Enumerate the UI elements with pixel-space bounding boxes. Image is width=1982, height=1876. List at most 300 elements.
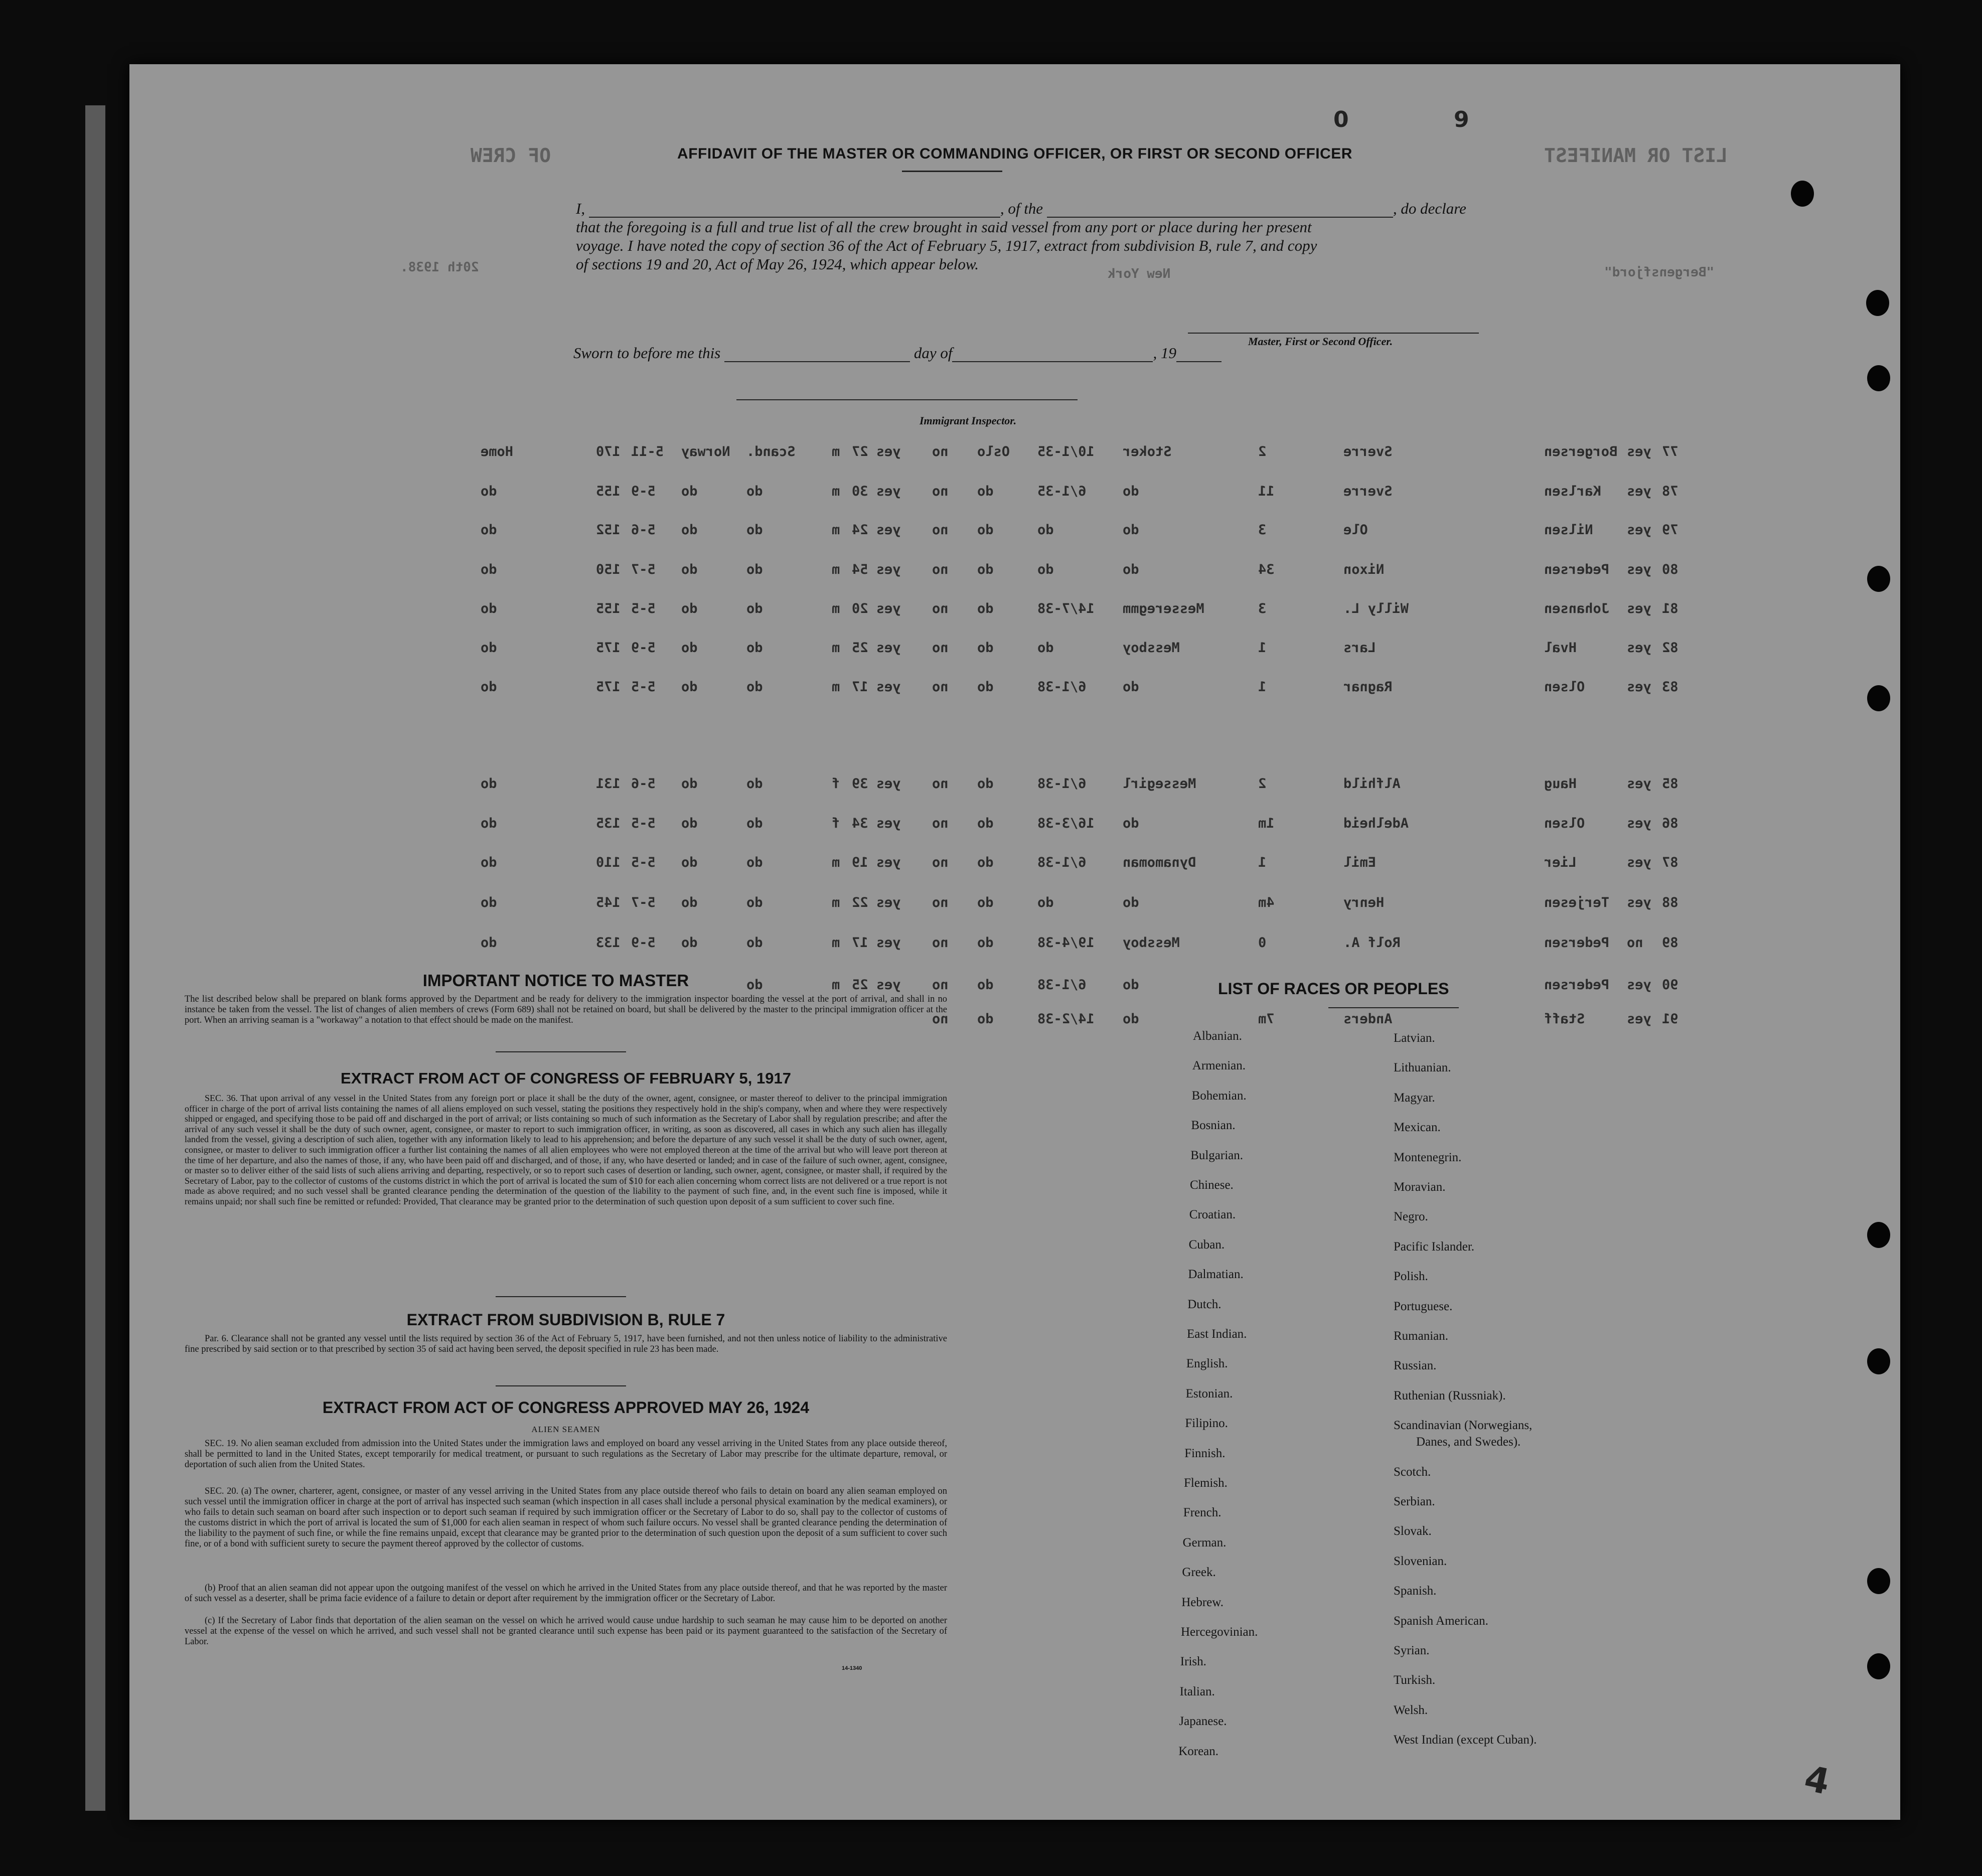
affidavit-i: I,: [576, 200, 585, 217]
race-item: Finnish.: [1184, 1446, 1226, 1460]
divider: [496, 1385, 626, 1386]
crew-cell-a: yes: [1627, 444, 1651, 459]
crew-cell-ht: 5-11: [631, 444, 664, 459]
crew-cell-surname: Haug: [1544, 776, 1577, 792]
crew-cell-nat: do: [681, 562, 698, 577]
notice-text: The list described below shall be prepared on blank forms approved by the Department and be ready for delivery to the immigration inspector boarding the vessel at the port of arrival, and shall in no instance be taken from the vessel. The list of changes of alien members of crews (Form 689) shall not be retained on board, but shall be delivered by the master to the principal immigration officer at the port. When an arriving seaman is a "workaway" a notation to that effect should be made on the manifest.: [185, 994, 947, 1025]
crew-cell-ht: 5-9: [631, 935, 656, 951]
crew-cell-c: do: [481, 776, 497, 792]
crew-cell-pos: Messegirl: [1123, 776, 1196, 792]
race-item: Estonian.: [1185, 1386, 1233, 1400]
crew-cell-ht: 5-5: [631, 855, 656, 870]
crew-cell-surname: Nilsen: [1544, 522, 1593, 538]
crew-cell-sex: m: [832, 484, 840, 499]
subdivision-title: EXTRACT FROM SUBDIVISION B, RULE 7: [406, 1311, 725, 1329]
crew-cell-b: no: [932, 444, 949, 459]
bleed-header: OF CREW: [471, 144, 551, 167]
crew-cell-race: do: [746, 601, 763, 616]
crew-cell-age: yes 39: [852, 776, 901, 792]
crew-cell-pos: Dynamoman: [1123, 855, 1196, 870]
crew-cell-ht: 5-5: [631, 816, 656, 831]
crew-cell-a: yes: [1627, 562, 1651, 577]
margin-mark: 9: [1454, 107, 1469, 132]
crew-cell-c: do: [481, 935, 497, 951]
crew-cell-b: no: [932, 977, 949, 993]
punch-hole: [1867, 1348, 1890, 1374]
crew-cell-n: 2: [1258, 776, 1267, 792]
race-item: West Indian (except Cuban).: [1394, 1733, 1537, 1747]
crew-cell-nat: do: [681, 776, 698, 792]
crew-cell-b: no: [932, 1011, 949, 1027]
crew-cell-given: Willy L.: [1343, 601, 1409, 616]
crew-cell-age: yes 27: [852, 444, 901, 459]
divider: [496, 1051, 626, 1052]
race-item: Bulgarian.: [1190, 1148, 1244, 1162]
race-item: Bosnian.: [1191, 1119, 1236, 1133]
crew-cell-given: Nixon: [1343, 562, 1385, 577]
sec20c-text: (c) If the Secretary of Labor finds that deportation of the alien seaman on the vessel on which he arrived would cause undue hardship to such seaman he may cause him to be deported on another vessel at the expense of the vessel on which he arrived, and such vessel shall not be granted clearance until such expense has been paid or its payment guaranteed to the satisfaction of the Secretary of Labor.: [185, 1616, 947, 1647]
crew-cell-a: yes: [1627, 601, 1651, 616]
race-item: Albanian.: [1193, 1029, 1242, 1043]
crew-cell-race: do: [746, 484, 763, 499]
race-item: Scandinavian (Norwegians,: [1394, 1419, 1533, 1433]
crew-cell-date: 14/2-38: [1037, 1011, 1095, 1027]
crew-cell-pos: do: [1123, 1011, 1139, 1027]
crew-cell-place: do: [977, 977, 994, 993]
crew-cell-n: 1: [1258, 679, 1267, 695]
punch-hole: [1867, 1222, 1890, 1248]
crew-cell-age: yes 17: [852, 935, 901, 951]
race-item: Slovenian.: [1394, 1554, 1447, 1568]
crew-cell-wt: 133: [596, 935, 621, 951]
crew-cell-b: no: [932, 855, 949, 870]
affidavit-line4: of sections 19 and 20, Act of May 26, 1924, which appear below.: [576, 255, 979, 273]
crew-cell-surname: Pedersen: [1544, 977, 1610, 993]
crew-cell-c: do: [481, 601, 497, 616]
crew-cell-no: 83: [1662, 679, 1679, 695]
crew-cell-no: 90: [1662, 977, 1679, 993]
crew-cell-sex: f: [832, 816, 840, 831]
crew-cell-sex: m: [832, 640, 840, 656]
race-item: Flemish.: [1184, 1476, 1228, 1490]
race-item: Bohemian.: [1191, 1088, 1247, 1103]
crew-cell-no: 86: [1662, 816, 1679, 831]
crew-cell-race: do: [746, 935, 763, 951]
crew-cell-a: yes: [1627, 977, 1651, 993]
race-item: Filipino.: [1185, 1417, 1228, 1431]
crew-cell-place: do: [977, 935, 994, 951]
crew-cell-wt: 150: [596, 562, 621, 577]
races-title: LIST OF RACES OR PEOPLES: [1218, 980, 1449, 998]
master-signature-line[interactable]: [1188, 333, 1479, 334]
crew-cell-given: Alfhild: [1343, 776, 1401, 792]
race-item: Spanish American.: [1394, 1614, 1488, 1628]
crew-cell-date: do: [1037, 640, 1054, 656]
sec20b-text: (b) Proof that an alien seaman did not appear upon the outgoing manifest of the vessel on which he arrived in the United States from any place outside thereof, and that he was reported by the master of such vessel as a deserter, shall be prima facie evidence of a failure to detain or deport after requirement by the immigration officer or the Secretary of Labor.: [185, 1583, 947, 1604]
crew-cell-race: do: [746, 522, 763, 538]
sec19-text: SEC. 19. No alien seaman excluded from admission into the United States under the immigration laws and employed on board any vessel arriving in the United States from any place outside thereof, shall be permitted to land in the United States, except temporarily for medical treatment, or pursuant to such regulations as the Secretary of Labor may prescribe for the ultimate departure, removal, or deportation of such alien from the United States.: [185, 1439, 947, 1470]
crew-cell-c: do: [481, 855, 497, 870]
crew-cell-given: Henry: [1343, 895, 1385, 910]
crew-cell-b: no: [932, 522, 949, 538]
crew-cell-pos: do: [1123, 484, 1139, 499]
crew-cell-place: do: [977, 522, 994, 538]
crew-cell-age: yes 25: [852, 977, 901, 993]
crew-cell-age: yes 20: [852, 601, 901, 616]
race-item: Mexican.: [1394, 1121, 1441, 1135]
crew-cell-surname: Olsen: [1544, 816, 1585, 831]
crew-cell-pos: Messeregmm: [1123, 601, 1204, 616]
crew-cell-surname: Pedersen: [1544, 935, 1610, 951]
race-item: Danes, and Swedes).: [1416, 1435, 1521, 1449]
crew-cell-ht: 5-9: [631, 484, 656, 499]
crew-cell-surname: Borgersen: [1544, 444, 1618, 459]
crew-cell-sex: m: [832, 935, 840, 951]
crew-cell-n: 1m: [1258, 816, 1275, 831]
crew-cell-nat: do: [681, 855, 698, 870]
crew-cell-n: 3: [1258, 522, 1267, 538]
crew-cell-n: 3: [1258, 601, 1267, 616]
race-item: Syrian.: [1394, 1644, 1430, 1657]
crew-cell-wt: 110: [596, 855, 621, 870]
crew-cell-c: do: [481, 640, 497, 656]
race-item: Dalmatian.: [1188, 1268, 1244, 1282]
crew-cell-place: do: [977, 816, 994, 831]
crew-cell-age: yes 34: [852, 816, 901, 831]
crew-cell-age: yes 54: [852, 562, 901, 577]
crew-cell-a: yes: [1627, 816, 1651, 831]
crew-cell-nat: do: [681, 895, 698, 910]
crew-cell-b: no: [932, 640, 949, 656]
crew-cell-a: yes: [1627, 895, 1651, 910]
crew-cell-n: 0: [1258, 935, 1267, 951]
crew-cell-age: yes 19: [852, 855, 901, 870]
crew-cell-ht: 5-5: [631, 601, 656, 616]
race-item: Pacific Islander.: [1394, 1239, 1475, 1254]
crew-cell-place: do: [977, 562, 994, 577]
crew-cell-a: no: [1627, 935, 1643, 951]
crew-cell-c: do: [481, 895, 497, 910]
crew-cell-no: 78: [1662, 484, 1679, 499]
bleed-header: LIST OR MANIFEST: [1544, 144, 1728, 167]
crew-cell-place: do: [977, 640, 994, 656]
crew-cell-date: do: [1037, 562, 1054, 577]
bleed-header: New York: [1108, 266, 1171, 281]
crew-cell-c: do: [481, 816, 497, 831]
crew-cell-place: do: [977, 776, 994, 792]
race-item: Magyar.: [1394, 1090, 1435, 1105]
crew-cell-no: 88: [1662, 895, 1679, 910]
affidavit-title: AFFIDAVIT OF THE MASTER OR COMMANDING OFFICER, OR FIRST OR SECOND OFFICER: [677, 145, 1352, 162]
crew-cell-race: do: [746, 977, 763, 993]
crew-cell-given: Sverre: [1343, 444, 1393, 459]
crew-cell-surname: Karlsen: [1544, 484, 1601, 499]
divider: [496, 1296, 626, 1297]
crew-cell-place: do: [977, 895, 994, 910]
crew-cell-race: do: [746, 679, 763, 695]
crew-cell-sex: m: [832, 895, 840, 910]
crew-cell-pos: Messboy: [1123, 640, 1180, 656]
crew-cell-date: 6/1-38: [1037, 776, 1087, 792]
crew-cell-surname: Staff: [1544, 1011, 1585, 1027]
race-item: Hebrew.: [1181, 1595, 1224, 1609]
crew-cell-race: do: [746, 776, 763, 792]
crew-cell-surname: Johansen: [1544, 601, 1610, 616]
vessel-blank[interactable]: [1047, 217, 1393, 218]
race-item: Irish.: [1180, 1655, 1206, 1669]
crew-cell-b: no: [932, 895, 949, 910]
race-item: English.: [1186, 1357, 1228, 1371]
crew-cell-given: Emil: [1343, 855, 1377, 870]
crew-cell-place: do: [977, 601, 994, 616]
race-item: Croatian.: [1189, 1208, 1236, 1222]
crew-cell-c: do: [481, 562, 497, 577]
race-item: Greek.: [1182, 1566, 1216, 1580]
crew-cell-n: 1: [1258, 640, 1267, 656]
crew-cell-b: no: [932, 484, 949, 499]
crew-cell-place: do: [977, 1011, 994, 1027]
crew-cell-wt: 175: [596, 679, 621, 695]
extract-1917-title: EXTRACT FROM ACT OF CONGRESS OF FEBRUARY 5, 1917: [341, 1069, 791, 1087]
race-item: Russian.: [1394, 1359, 1437, 1373]
crew-cell-given: Ole: [1343, 522, 1368, 538]
race-item: Rumanian.: [1394, 1329, 1449, 1343]
crew-cell-date: 6/1-35: [1037, 484, 1087, 499]
sec20a-text: SEC. 20. (a) The owner, charterer, agent, consignee, or master of any vessel arriving in the United States from any place outside thereof who fails to detain on board any alien seaman employed on such vessel until the immigration officer in charge at the port of arrival has inspected such seaman (which inspection in all cases shall include a personal physical examination by the medical examiners), or who fails to detain such seaman on board after such inspection or to deport such seaman if required by such immigration officer or the Secretary of Labor to do so, shall pay to the collector of customs of the customs district in which the port of arrival is located the sum of $1,000 for each alien seaman in respect of whom such failure occurs. No vessel shall be granted clearance pending the determination of the liability to the payment of such fine, or while the fine remains unpaid, except that clearance may be granted prior to the determination of such question upon the deposit of a sum sufficient to cover such fine, or of a bond with sufficient surety to secure the payment thereof approved by the collector of customs.: [185, 1486, 947, 1549]
crew-cell-place: do: [977, 855, 994, 870]
bleed-header: "Bergensfjord": [1604, 265, 1715, 280]
crew-cell-nat: do: [681, 935, 698, 951]
race-item: Hercegovinian.: [1181, 1625, 1258, 1639]
crew-cell-sex: m: [832, 562, 840, 577]
crew-cell-b: no: [932, 935, 949, 951]
inspector-label: Immigrant Inspector.: [920, 414, 1017, 427]
crew-cell-no: 89: [1662, 935, 1679, 951]
punch-hole: [1791, 181, 1814, 207]
race-item: Negro.: [1394, 1210, 1428, 1224]
crew-cell-b: no: [932, 679, 949, 695]
race-item: Lithuanian.: [1394, 1061, 1451, 1075]
crew-cell-no: 79: [1662, 522, 1679, 538]
crew-cell-wt: 155: [596, 601, 621, 616]
crew-cell-place: do: [977, 679, 994, 695]
race-item: Japanese.: [1179, 1714, 1227, 1729]
crew-cell-date: 6/1-38: [1037, 855, 1087, 870]
crew-cell-age: yes 25: [852, 640, 901, 656]
crew-cell-nat: do: [681, 816, 698, 831]
crew-cell-date: do: [1037, 522, 1054, 538]
crew-cell-c: do: [481, 679, 497, 695]
race-item: Chinese.: [1190, 1178, 1234, 1192]
crew-cell-surname: Lier: [1544, 855, 1577, 870]
crew-cell-n: 34: [1258, 562, 1275, 577]
sworn-day-blank[interactable]: [724, 361, 910, 362]
crew-cell-sex: m: [832, 601, 840, 616]
crew-cell-n: 1: [1258, 855, 1267, 870]
crew-cell-pos: do: [1123, 522, 1139, 538]
race-item: Scotch.: [1394, 1465, 1431, 1479]
crew-cell-ht: 5-6: [631, 522, 656, 538]
crew-cell-date: 19/4-38: [1037, 935, 1095, 951]
crew-cell-date: 10/1-35: [1037, 444, 1095, 459]
crew-cell-nat: do: [681, 484, 698, 499]
extract-1924-subtitle: ALIEN SEAMEN: [531, 1425, 600, 1434]
crew-cell-place: Oslo: [977, 444, 1010, 459]
sworn-year: , 19: [1153, 344, 1176, 362]
crew-cell-a: yes: [1627, 640, 1651, 656]
crew-cell-surname: Terjesen: [1544, 895, 1610, 910]
sworn-text: Sworn to before me this: [573, 344, 721, 362]
crew-cell-race: do: [746, 562, 763, 577]
crew-cell-wt: 155: [596, 484, 621, 499]
crew-cell-a: yes: [1627, 1011, 1651, 1027]
affidavit-line1: [576, 200, 1629, 218]
margin-mark: 4: [1801, 1757, 1834, 1803]
crew-cell-race: do: [746, 895, 763, 910]
crew-cell-a: yes: [1627, 679, 1651, 695]
crew-cell-c: Home: [481, 444, 514, 459]
crew-cell-wt: 135: [596, 816, 621, 831]
subdivision-text: Par. 6. Clearance shall not be granted any vessel until the lists required by section 36 of the Act of February 5, 1917, have been furnished, and not then unless notice of liability to the administrative fine prescribed by said section or to that prescribed by section 35 of said act having been served, the deposit specified in rule 23 has been made.: [185, 1334, 947, 1354]
sworn-line: [573, 344, 1222, 362]
crew-cell-given: Lars: [1343, 640, 1377, 656]
crew-cell-place: do: [977, 484, 994, 499]
crew-cell-wt: 131: [596, 776, 621, 792]
underlying-page-edge: [85, 105, 105, 1811]
margin-mark: 0: [1333, 107, 1349, 132]
affidavit-of-the: , of the: [1000, 200, 1043, 217]
crew-cell-a: yes: [1627, 776, 1651, 792]
crew-cell-race: do: [746, 640, 763, 656]
race-item: French.: [1183, 1506, 1222, 1520]
race-item: Cuban.: [1188, 1237, 1225, 1252]
crew-cell-c: do: [481, 484, 497, 499]
race-item: Italian.: [1179, 1684, 1215, 1698]
crew-cell-wt: 152: [596, 522, 621, 538]
crew-cell-a: yes: [1627, 522, 1651, 538]
crew-cell-sex: m: [832, 855, 840, 870]
crew-cell-b: no: [932, 601, 949, 616]
name-blank[interactable]: [589, 217, 1000, 218]
crew-cell-race: do: [746, 816, 763, 831]
crew-cell-age: yes 22: [852, 895, 901, 910]
crew-cell-no: 81: [1662, 601, 1679, 616]
crew-cell-age: yes 17: [852, 679, 901, 695]
race-item: Ruthenian (Russniak).: [1394, 1388, 1506, 1402]
punch-hole: [1867, 685, 1890, 711]
punch-hole: [1867, 365, 1890, 391]
crew-cell-date: do: [1037, 895, 1054, 910]
punch-hole: [1867, 566, 1890, 592]
crew-cell-surname: Pedersen: [1544, 562, 1610, 577]
crew-cell-no: 80: [1662, 562, 1679, 577]
crew-cell-nat: do: [681, 679, 698, 695]
crew-cell-age: yes 30: [852, 484, 901, 499]
race-item: Latvian.: [1394, 1031, 1435, 1045]
crew-cell-nat: do: [681, 640, 698, 656]
race-item: East Indian.: [1187, 1327, 1247, 1341]
crew-cell-n: 7m: [1258, 1011, 1275, 1027]
crew-cell-sex: m: [832, 977, 840, 993]
punch-hole: [1866, 290, 1889, 316]
form-number: 14-1340: [842, 1665, 862, 1671]
race-item: Montenegrin.: [1394, 1150, 1462, 1164]
crew-cell-given: Anders: [1343, 1011, 1393, 1027]
crew-cell-sex: m: [832, 444, 840, 459]
crew-cell-ht: 5-6: [631, 776, 656, 792]
crew-cell-date: 6/1-38: [1037, 977, 1087, 993]
crew-cell-pos: Messboy: [1123, 935, 1180, 951]
crew-cell-age: yes 24: [852, 522, 901, 538]
crew-cell-ht: 5-7: [631, 895, 656, 910]
crew-cell-date: 14/7-38: [1037, 601, 1095, 616]
crew-cell-date: 16/3-38: [1037, 816, 1095, 831]
punch-hole: [1867, 1568, 1890, 1594]
affidavit-line2: that the foregoing is a full and true list of all the crew brought in said vessel from any port or place during her present: [576, 218, 1312, 236]
crew-cell-wt: 175: [596, 640, 621, 656]
crew-cell-given: Sverre: [1343, 484, 1393, 499]
sworn-year-blank[interactable]: [1176, 361, 1222, 362]
crew-cell-no: 77: [1662, 444, 1679, 459]
crew-cell-pos: do: [1123, 977, 1139, 993]
race-item: Armenian.: [1192, 1059, 1246, 1073]
crew-cell-sex: f: [832, 776, 840, 792]
bleed-header: 20th 1938.: [400, 260, 479, 275]
sworn-month-blank[interactable]: [952, 361, 1153, 362]
punch-hole: [1867, 1653, 1890, 1679]
inspector-signature-line[interactable]: [736, 399, 1078, 400]
crew-cell-race: Scand.: [746, 444, 796, 459]
affidavit-line3: voyage. I have noted the copy of section 36 of the Act of February 5, 1917, extract from subdivision B, rule 7, and copy: [576, 237, 1317, 254]
crew-cell-sex: m: [832, 522, 840, 538]
crew-cell-given: Ragnar: [1343, 679, 1393, 695]
race-item: Portuguese.: [1394, 1299, 1453, 1313]
crew-cell-ht: 5-7: [631, 562, 656, 577]
race-item: Moravian.: [1394, 1180, 1446, 1194]
crew-cell-pos: do: [1123, 562, 1139, 577]
race-item: Welsh.: [1394, 1703, 1428, 1717]
extract-1917-text: SEC. 36. That upon arrival of any vessel in the United States from any foreign port or place it shall be the duty of the owner, agent, consignee, or master thereof to deliver to the principal immigration officer in charge of the port of arrival lists containing the names of all aliens employed on such vessel, stating the positions they respectively hold in the ship's company, when and where they were respectively shipped or engaged, and specifying those to be paid off and discharged in the port of arrival; or lists containing so much of such information as the Secretary of Labor shall by regulation prescribe; and after the arrival of any such vessel it shall be the duty of such owner, agent, consignee, or master to report to such immigration officer, in writing, as soon as discovered, all cases in which any such alien has illegally landed from the vessel, giving a description of such alien, together with any information likely to lead to his apprehension; and before the departure of any such vessel it shall be the duty of such owner, agent, consignee, or master to deliver to such immigration officer a further list containing the names of all alien employees who were not employed thereon at the time of the arrival but who will leave port thereon at the time of her departure, and also the names of those, if any, who have been paid off and discharged, and of those, if any, who have deserted or landed; and in case of the failure of such owner, agent, consignee, or master so to deliver either of the said lists of such aliens arriving and departing, respectively, or so to report such cases of desertion or landing, such owner, agent, consignee, or master shall, if required by the Secretary of Labor, pay to the collector of customs of the customs district in which the port of arrival is located the sum of $10 for each alien concerning whom correct lists are not delivered or a true report is not made as above required; and no such vessel shall be granted clearance pending the determination of the question of the liability to the payment of such fine, and, in the event such fine is imposed, while it remains unpaid; nor shall such fine be remitted or refunded: Provided, That clearance may be granted prior to the determination of such question upon deposit of a sum sufficient to cover such fine.: [185, 1093, 947, 1206]
crew-cell-given: Adelheid: [1343, 816, 1409, 831]
race-item: Korean.: [1178, 1744, 1219, 1758]
affidavit-do-declare: , do declare: [1393, 200, 1466, 217]
crew-cell-n: 11: [1258, 484, 1275, 499]
crew-cell-a: yes: [1627, 855, 1651, 870]
race-item: Slovak.: [1394, 1524, 1432, 1538]
crew-cell-no: 82: [1662, 640, 1679, 656]
race-item: Turkish.: [1394, 1673, 1436, 1687]
crew-cell-nat: do: [681, 601, 698, 616]
extract-1924-title: EXTRACT FROM ACT OF CONGRESS APPROVED MAY 26, 1924: [322, 1398, 810, 1417]
crew-cell-surname: Hval: [1544, 640, 1577, 656]
race-item: German.: [1182, 1535, 1227, 1549]
crew-cell-n: 4m: [1258, 895, 1275, 910]
manifest-sheet: [129, 64, 1900, 1820]
notice-title: IMPORTANT NOTICE TO MASTER: [422, 971, 689, 990]
crew-cell-sex: m: [832, 679, 840, 695]
crew-cell-n: 2: [1258, 444, 1267, 459]
race-item: Polish.: [1394, 1270, 1428, 1284]
crew-cell-ht: 5-9: [631, 640, 656, 656]
crew-cell-wt: 145: [596, 895, 621, 910]
race-item: Serbian.: [1394, 1495, 1435, 1508]
crew-cell-wt: 170: [596, 444, 621, 459]
race-item: Dutch.: [1187, 1297, 1222, 1311]
master-label: Master, First or Second Officer.: [1248, 335, 1393, 348]
crew-cell-b: no: [932, 562, 949, 577]
crew-cell-nat: Norway: [681, 444, 730, 459]
crew-cell-pos: do: [1123, 679, 1139, 695]
